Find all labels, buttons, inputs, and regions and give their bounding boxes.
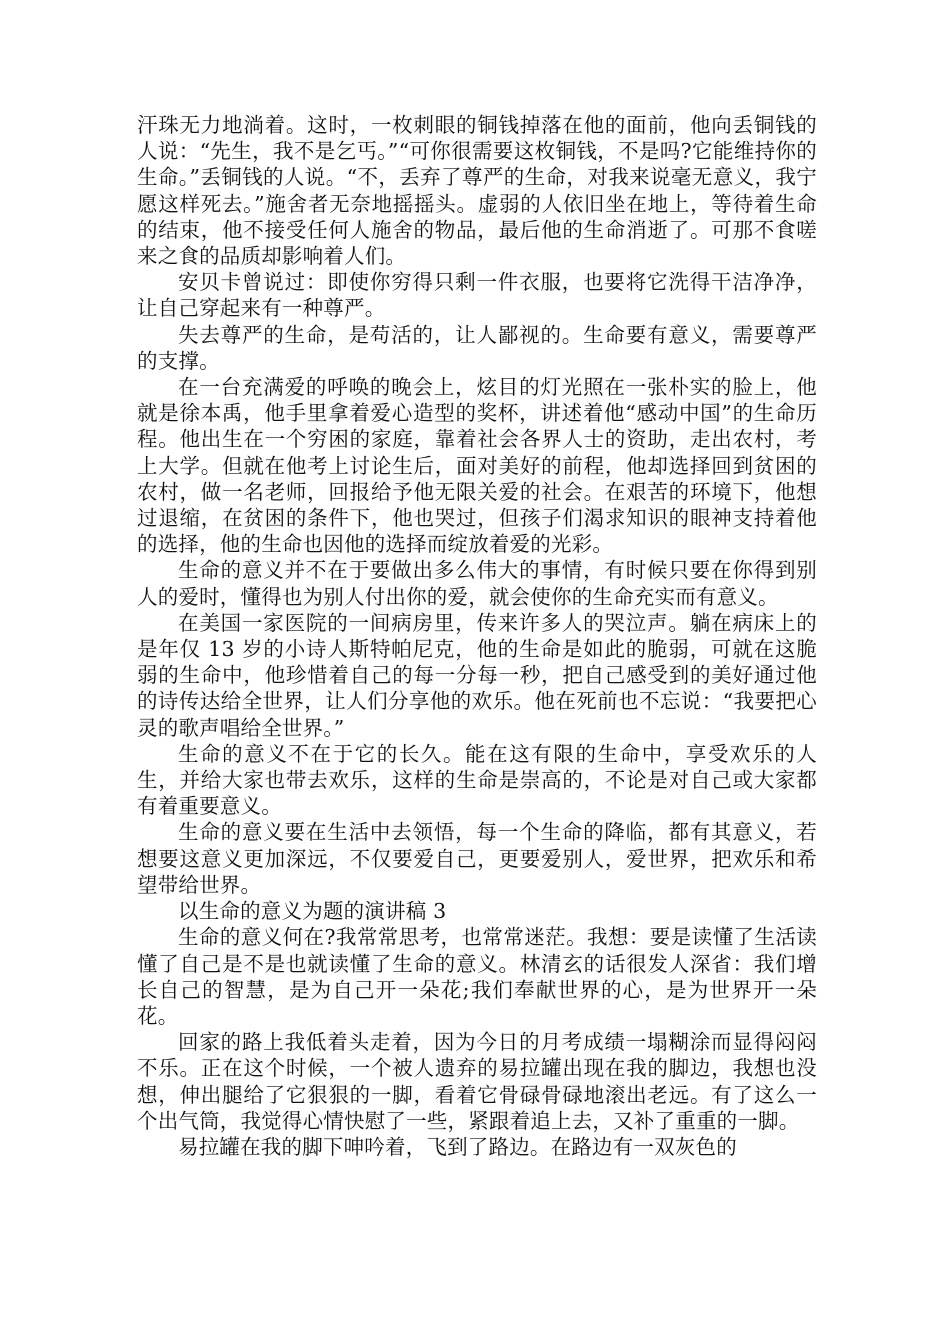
paragraph: 安贝卡曾说过：即使你穷得只剩一件衣服，也要将它洗得干洁净净，让自己穿起来有一种尊严。: [137, 270, 817, 321]
section-heading: 以生命的意义为题的演讲稿 3: [178, 899, 447, 924]
paragraph: 易拉罐在我的脚下呻吟着，飞到了路边。在路边有一双灰色的: [178, 1134, 737, 1159]
paragraph: 生命的意义并不在于要做出多么伟大的事情，有时候只要在你得到别人的爱时，懂得也为别人付出你的爱，就会使你的生命充实而有意义。: [137, 558, 817, 609]
document-body: [137, 112, 817, 1160]
paragraph: 在一台充满爱的呼唤的晚会上，炫目的灯光照在一张朴实的脸上，他就是徐本禹，他手里拿着爱心造型的奖杯，讲述着他“感动中国”的生命历程。他出生在一个穷困的家庭，靠着社会各界人士的资助，走出农村，考上大学。但就在他考上讨论生后，面对美好的前程，他却选择回到贫困的农村，做一名老师，回报给予他无限关爱的社会。在艰苦的环境下，他想过退缩，在贫困的条件下，他也哭过，但孩子们渴求知识的眼神支持着他的选择，他的生命也因他的选择而绽放着爱的光彩。: [137, 375, 817, 557]
paragraph: 在美国一家医院的一间病房里，传来许多人的哭泣声。躺在病床上的是年仅 13 岁的小诗人斯特帕尼克，他的生命是如此的脆弱，可就在这脆弱的生命中，他珍惜着自己的每一分每一秒，把自己感受到的美好通过他的诗传达给全世界，让人们分享他的欢乐。他在死前也不忘说：“我要把心灵的歌声唱给全世界。”: [137, 610, 817, 740]
paragraph: 生命的意义不在于它的长久。能在这有限的生命中，享受欢乐的人生，并给大家也带去欢乐，这样的生命是崇高的，不论是对自己或大家都有着重要意义。: [137, 741, 817, 819]
paragraph: 失去尊严的生命，是苟活的，让人鄙视的。生命要有意义，需要尊严的支撑。: [137, 322, 817, 373]
paragraph: 生命的意义要在生活中去领悟，每一个生命的降临，都有其意义，若想要这意义更加深远，不仅要爱自己，更要爱别人，爱世界，把欢乐和希望带给世界。: [137, 820, 817, 897]
paragraph-continuation: 汗珠无力地淌着。这时，一枚刺眼的铜钱掉落在他的面前，他向丢铜钱的人说：“先生，我不是乞丐。”“可你很需要这枚铜钱，不是吗?它能维持你的生命。”丢铜钱的人说。“不，丢弃了尊严的生命，对我来说毫无意义，我宁愿这样死去。”施舍者无奈地摇摇头。虚弱的人依旧坐在地上，等待着生命的结束，他不接受任何人施舍的物品，最后他的生命消逝了。可那不食嗟来之食的品质却影响着人们。: [137, 113, 817, 269]
paragraph: 回家的路上我低着头走着，因为今日的月考成绩一塌糊涂而显得闷闷不乐。正在这个时候，一个被人遗弃的易拉罐出现在我的脚边，我想也没想，伸出腿给了它狠狠的一脚，看着它骨碌骨碌地滚出老远。有了这么一个出气筒，我觉得心情快慰了一些，紧跟着追上去，又补了重重的一脚。: [137, 1030, 817, 1133]
paragraph: 生命的意义何在?我常常思考，也常常迷茫。我想：要是读懂了生活读懂了自己是不是也就读懂了生命的意义。林清玄的话很发人深省：我们增长自己的智慧，是为自己开一朵花;我们奉献世界的心，是为世界开一朵花。: [137, 925, 817, 1028]
